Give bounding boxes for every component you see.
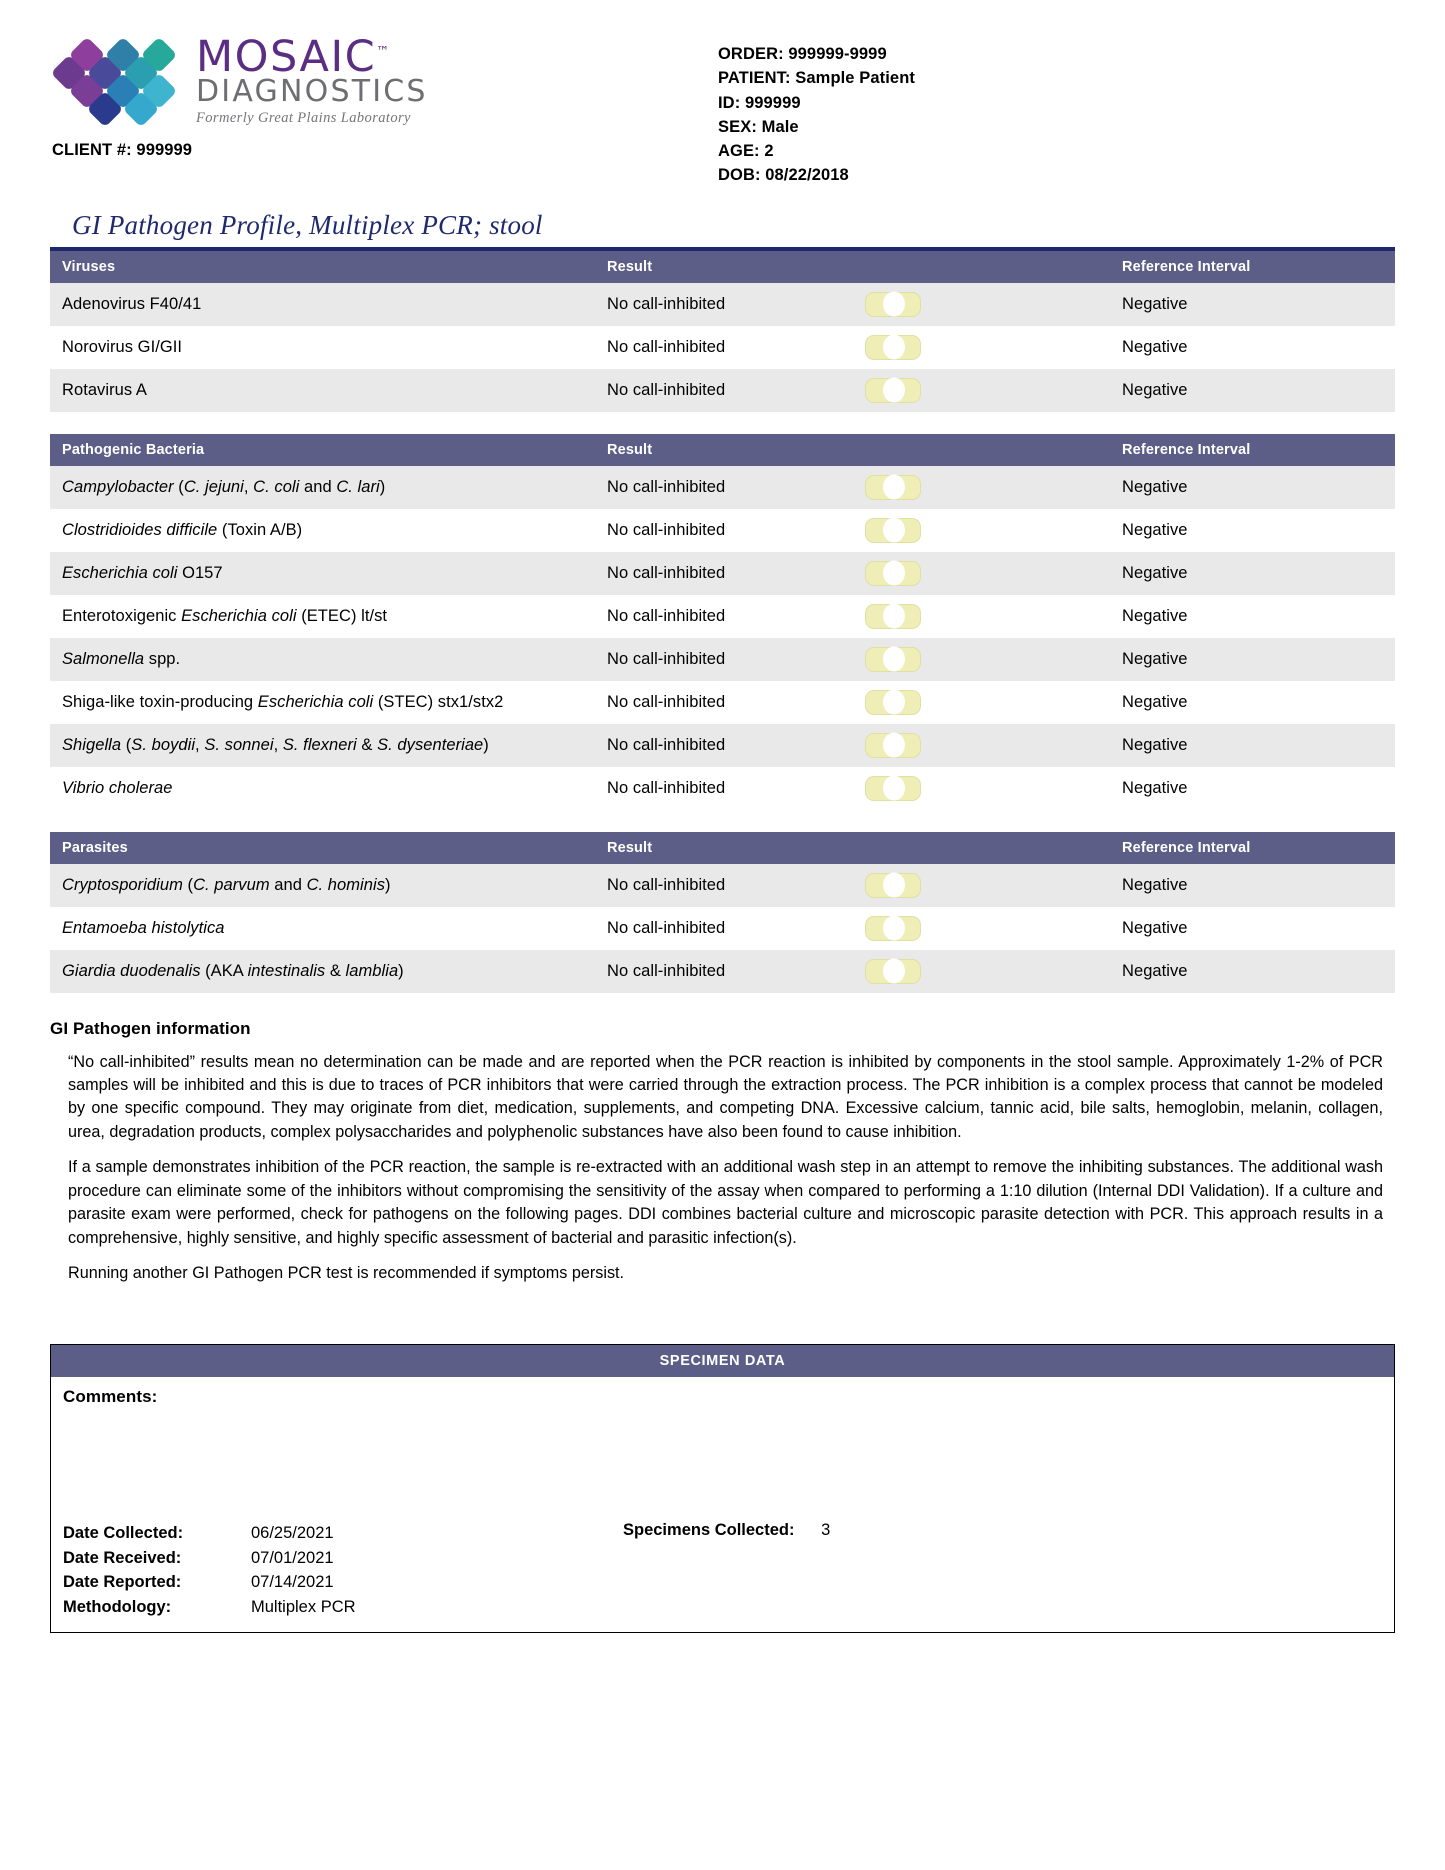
result-scale-indicator bbox=[865, 475, 921, 500]
result-value: No call-inhibited bbox=[595, 638, 845, 681]
indicator-marker-icon bbox=[883, 647, 905, 672]
reference-interval-value: Negative bbox=[1110, 638, 1395, 681]
analyte-name: Clostridioides difficile (Toxin A/B) bbox=[50, 509, 595, 552]
results-tables bbox=[0, 251, 1445, 993]
results-table bbox=[50, 251, 1395, 412]
result-indicator-cell bbox=[845, 326, 1110, 369]
specimen-field-row bbox=[63, 1521, 623, 1546]
results-table bbox=[50, 832, 1395, 993]
specimens-collected-label: Specimens Collected: bbox=[623, 1520, 795, 1539]
result-scale-indicator bbox=[865, 776, 921, 801]
result-indicator-cell bbox=[845, 681, 1110, 724]
reference-interval-value: Negative bbox=[1110, 595, 1395, 638]
result-indicator-cell bbox=[845, 466, 1110, 509]
table-row bbox=[50, 509, 1395, 552]
result-scale-indicator bbox=[865, 561, 921, 586]
brand-subname: DIAGNOSTICS bbox=[196, 74, 428, 110]
result-indicator-cell bbox=[845, 552, 1110, 595]
analyte-name: Adenovirus F40/41 bbox=[50, 283, 595, 326]
reference-interval-value: Negative bbox=[1110, 724, 1395, 767]
age-line: AGE: 2 bbox=[718, 142, 774, 160]
column-header: Result bbox=[595, 434, 845, 466]
patient-line: PATIENT: Sample Patient bbox=[718, 69, 915, 88]
client-number: CLIENT #: 999999 bbox=[52, 140, 193, 159]
column-header bbox=[845, 434, 1110, 466]
column-header: Parasites bbox=[50, 832, 595, 864]
methodology-label: Methodology: bbox=[63, 1598, 172, 1617]
column-header: Pathogenic Bacteria bbox=[50, 434, 595, 466]
reference-interval-value: Negative bbox=[1110, 767, 1395, 810]
result-value: No call-inhibited bbox=[595, 369, 845, 412]
column-header: Result bbox=[595, 251, 845, 283]
result-value: No call-inhibited bbox=[595, 326, 845, 369]
specimens-collected-value: 3 bbox=[821, 1520, 831, 1539]
result-value: No call-inhibited bbox=[595, 283, 845, 326]
table-header-row bbox=[50, 251, 1395, 283]
specimen-field-row bbox=[63, 1570, 623, 1595]
indicator-marker-icon bbox=[883, 475, 905, 500]
info-heading: GI Pathogen information bbox=[50, 1018, 251, 1038]
analyte-name: Campylobacter (C. jejuni, C. coli and C. lari) bbox=[50, 466, 595, 509]
result-value: No call-inhibited bbox=[595, 907, 845, 950]
mosaic-diamond-logo-icon bbox=[50, 38, 178, 122]
result-indicator-cell bbox=[845, 595, 1110, 638]
reference-interval-value: Negative bbox=[1110, 283, 1395, 326]
result-scale-indicator bbox=[865, 690, 921, 715]
table-row bbox=[50, 466, 1395, 509]
id-line: ID: 999999 bbox=[718, 93, 801, 112]
result-scale-indicator bbox=[865, 959, 921, 984]
reference-interval-value: Negative bbox=[1110, 326, 1395, 369]
date-reported-value: 07/14/2021 bbox=[251, 1573, 334, 1592]
result-scale-indicator bbox=[865, 733, 921, 758]
analyte-name: Rotavirus A bbox=[50, 369, 595, 412]
analyte-name: Cryptosporidium (C. parvum and C. hominis) bbox=[50, 864, 595, 907]
result-indicator-cell bbox=[845, 950, 1110, 993]
analyte-name: Giardia duodenalis (AKA intestinalis & lamblia) bbox=[50, 950, 595, 993]
result-value: No call-inhibited bbox=[595, 509, 845, 552]
table-row bbox=[50, 767, 1395, 810]
result-value: No call-inhibited bbox=[595, 724, 845, 767]
indicator-marker-icon bbox=[883, 518, 905, 543]
result-scale-indicator bbox=[865, 378, 921, 403]
reference-interval-value: Negative bbox=[1110, 466, 1395, 509]
result-indicator-cell bbox=[845, 767, 1110, 810]
indicator-marker-icon bbox=[883, 733, 905, 758]
result-value: No call-inhibited bbox=[595, 767, 845, 810]
column-header: Result bbox=[595, 832, 845, 864]
specimen-data-title: SPECIMEN DATA bbox=[51, 1345, 1394, 1377]
column-header: Reference Interval bbox=[1110, 434, 1395, 466]
result-value: No call-inhibited bbox=[595, 552, 845, 595]
analyte-name: Vibrio cholerae bbox=[50, 767, 595, 810]
result-value: No call-inhibited bbox=[595, 950, 845, 993]
result-scale-indicator bbox=[865, 873, 921, 898]
sex-line: SEX: Male bbox=[718, 117, 799, 136]
dob-line: DOB: 08/22/2018 bbox=[718, 166, 849, 185]
brand-tagline: Formerly Great Plains Laboratory bbox=[196, 109, 411, 126]
reference-interval-value: Negative bbox=[1110, 864, 1395, 907]
comments-label: Comments: bbox=[63, 1386, 158, 1406]
date-collected-value: 06/25/2021 bbox=[251, 1523, 334, 1542]
reference-interval-value: Negative bbox=[1110, 552, 1395, 595]
methodology-value: Multiplex PCR bbox=[251, 1598, 356, 1617]
patient-info-block bbox=[600, 34, 915, 188]
column-header bbox=[845, 251, 1110, 283]
result-scale-indicator bbox=[865, 604, 921, 629]
result-scale-indicator bbox=[865, 292, 921, 317]
date-received-label: Date Received: bbox=[63, 1548, 182, 1567]
result-indicator-cell bbox=[845, 724, 1110, 767]
indicator-marker-icon bbox=[883, 959, 905, 984]
reference-interval-value: Negative bbox=[1110, 950, 1395, 993]
specimen-field-row bbox=[63, 1546, 623, 1571]
analyte-name: Salmonella spp. bbox=[50, 638, 595, 681]
page-title: GI Pathogen Profile, Multiplex PCR; stool bbox=[72, 209, 543, 240]
indicator-marker-icon bbox=[883, 873, 905, 898]
result-scale-indicator bbox=[865, 916, 921, 941]
trademark-symbol: ™ bbox=[376, 44, 390, 60]
date-collected-label: Date Collected: bbox=[63, 1523, 184, 1542]
result-scale-indicator bbox=[865, 335, 921, 360]
date-reported-label: Date Reported: bbox=[63, 1573, 182, 1592]
result-scale-indicator bbox=[865, 647, 921, 672]
table-row bbox=[50, 638, 1395, 681]
table-row bbox=[50, 552, 1395, 595]
pathogen-information-section bbox=[50, 1019, 1395, 1286]
info-paragraph: Running another GI Pathogen PCR test is recommended if symptoms persist. bbox=[68, 1264, 625, 1283]
specimen-dates bbox=[63, 1521, 623, 1620]
analyte-name: Enterotoxigenic Escherichia coli (ETEC) lt/st bbox=[50, 595, 595, 638]
column-header: Viruses bbox=[50, 251, 595, 283]
column-header: Reference Interval bbox=[1110, 251, 1395, 283]
table-row bbox=[50, 595, 1395, 638]
reference-interval-value: Negative bbox=[1110, 907, 1395, 950]
column-header bbox=[845, 832, 1110, 864]
indicator-marker-icon bbox=[883, 561, 905, 586]
result-scale-indicator bbox=[865, 518, 921, 543]
result-indicator-cell bbox=[845, 638, 1110, 681]
reference-interval-value: Negative bbox=[1110, 681, 1395, 724]
result-value: No call-inhibited bbox=[595, 864, 845, 907]
table-row bbox=[50, 369, 1395, 412]
indicator-marker-icon bbox=[883, 378, 905, 403]
indicator-marker-icon bbox=[883, 690, 905, 715]
table-row bbox=[50, 724, 1395, 767]
result-indicator-cell bbox=[845, 283, 1110, 326]
analyte-name: Shigella (S. boydii, S. sonnei, S. flexneri & S. dysenteriae) bbox=[50, 724, 595, 767]
table-row bbox=[50, 681, 1395, 724]
analyte-name: Norovirus GI/GII bbox=[50, 326, 595, 369]
indicator-marker-icon bbox=[883, 916, 905, 941]
info-paragraph: If a sample demonstrates inhibition of the PCR reaction, the sample is re-extracted with an additional wash step in an attempt to remove the inhibiting substances. The additional wash procedure can eliminate some of the inhibitors without compromising the sensitivity of the assay when compared to performing a 1:10 dilution (Internal DDI Validation). If a culture and parasite exam were performed, check for pathogens on the following pages. DDI combines bacterial culture and microscopic parasite detection with PCR. This approach results in a comprehensive, highly sensitive, and highly specific assessment of bacterial and parasitic infection(s). bbox=[68, 1158, 1383, 1247]
section-gap bbox=[0, 810, 1445, 832]
indicator-marker-icon bbox=[883, 335, 905, 360]
table-row bbox=[50, 950, 1395, 993]
table-row bbox=[50, 864, 1395, 907]
result-value: No call-inhibited bbox=[595, 681, 845, 724]
table-header-row bbox=[50, 832, 1395, 864]
table-row bbox=[50, 283, 1395, 326]
table-row bbox=[50, 326, 1395, 369]
analyte-name: Shiga-like toxin-producing Escherichia coli (STEC) stx1/stx2 bbox=[50, 681, 595, 724]
result-value: No call-inhibited bbox=[595, 595, 845, 638]
result-indicator-cell bbox=[845, 369, 1110, 412]
brand-name: MOSAIC bbox=[196, 32, 377, 82]
logo-block bbox=[0, 34, 600, 160]
result-indicator-cell bbox=[845, 509, 1110, 552]
analyte-name: Escherichia coli O157 bbox=[50, 552, 595, 595]
date-received-value: 07/01/2021 bbox=[251, 1548, 334, 1567]
indicator-marker-icon bbox=[883, 292, 905, 317]
info-paragraph: “No call-inhibited” results mean no determination can be made and are reported when the PCR reaction is inhibited by components in the stool sample. Approximately 1-2% of PCR samples will be inhibited and this is due to traces of PCR inhibitors that were carried through the extraction process. The PCR inhibition is a complex process that cannot be modeled by one specific compound. They may originate from diet, medication, supplements, and competing DNA. Excessive calcium, tannic acid, bile salts, hemoglobin, melanin, collagen, urea, degradation products, complex polysaccharides and polyphenolic substances have also been found to cause inhibition. bbox=[68, 1052, 1383, 1141]
specimen-data-body bbox=[51, 1377, 1394, 1632]
specimen-data-panel bbox=[50, 1344, 1395, 1633]
specimens-collected bbox=[623, 1521, 830, 1620]
indicator-marker-icon bbox=[883, 604, 905, 629]
indicator-marker-icon bbox=[883, 776, 905, 801]
specimen-field-row bbox=[63, 1595, 623, 1620]
result-indicator-cell bbox=[845, 864, 1110, 907]
analyte-name: Entamoeba histolytica bbox=[50, 907, 595, 950]
result-indicator-cell bbox=[845, 907, 1110, 950]
order-line: ORDER: 999999-9999 bbox=[718, 45, 887, 63]
table-row bbox=[50, 907, 1395, 950]
report-header bbox=[0, 0, 1445, 188]
section-gap bbox=[0, 412, 1445, 434]
reference-interval-value: Negative bbox=[1110, 509, 1395, 552]
results-table bbox=[50, 434, 1395, 810]
table-header-row bbox=[50, 434, 1395, 466]
reference-interval-value: Negative bbox=[1110, 369, 1395, 412]
column-header: Reference Interval bbox=[1110, 832, 1395, 864]
result-value: No call-inhibited bbox=[595, 466, 845, 509]
